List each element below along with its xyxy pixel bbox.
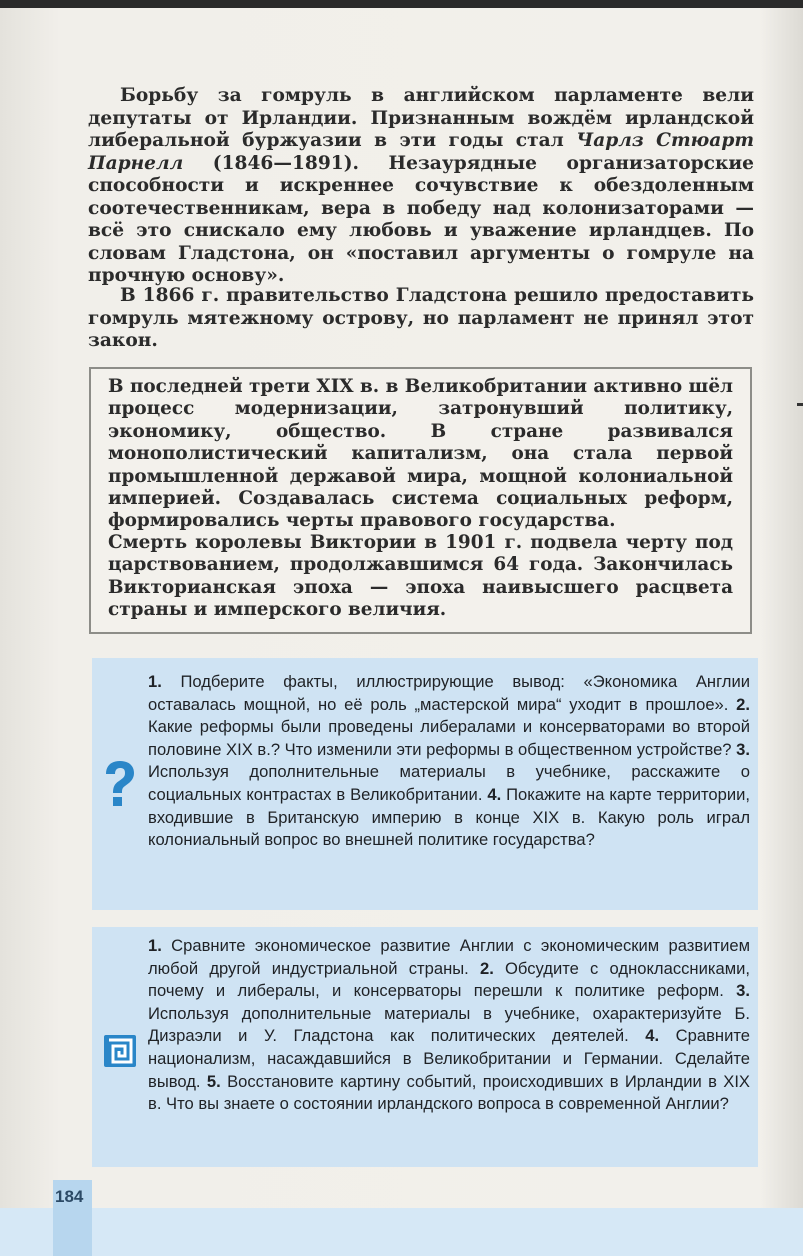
- paragraph-home-rule: [88, 85, 754, 288]
- tasks-panel: [92, 927, 758, 1167]
- person-name: Чарлз Стюарт Парнелл: [88, 130, 754, 174]
- summary-paragraph-victoria: Смерть королевы Виктории в 1901 г. подвела черту под царствованием, продолжавшимся 64 года. Закончилась Викторианская эпоха — эпоха наивысшего расцвета страны и имперского величия.: [108, 532, 733, 621]
- task-item: 1. Сравните экономическое развитие Англии с экономическим развитием любой другой индустриальной страны.: [148, 936, 750, 978]
- questions-list: [148, 671, 750, 852]
- question-item: 4. Покажите на карте территории, входившие в Британскую империю в конце XIX в. Какую роль играл колониальный вопрос во внешней политике государства?: [148, 784, 750, 850]
- task-item: 4. Сравните национализм, насаждавшийся в Великобритании и Германии. Сделайте вывод.: [148, 1026, 750, 1091]
- question-item: 3. Используя дополнительные материалы в учебнике, расскажите о социальных контрастах в Великобритании.: [148, 739, 750, 804]
- tasks-list: [148, 935, 750, 1116]
- questions-panel: [92, 658, 758, 910]
- paragraph-text: Борьбу за гомруль в английском парламенте вели депутаты от Ирландии. Признанным вождём ирландской либеральной буржуазии в эти годы стал: [88, 85, 754, 151]
- task-spiral-icon: [104, 1035, 136, 1067]
- summary-paragraph-modernization: В последней трети XIX в. в Великобритании активно шёл процесс модернизации, затронувший политику, экономику, общество. В стране развивался монополистический капитализм, она стала первой промышленной державой мира, мощной колониальной империей. Создавалась система социальных реформ, формировались черты правового государства.: [108, 376, 733, 532]
- paragraph-gladstone-1866: В 1866 г. правительство Гладстона решило предоставить гомруль мятежному острову, но парламент не принял этот закон.: [88, 285, 754, 351]
- task-item: 3. Используя дополнительные материалы в учебнике, охарактеризуйте Б. Дизраэли и У. Гладстона как политических деятелей.: [148, 981, 750, 1046]
- task-item: 2. Обсудите с одноклассниками, почему и либералы, и консерваторы перешли к политике реформ.: [148, 958, 751, 1001]
- paragraph-text: (1846—1891). Незаурядные организаторские способности и искреннее сочувствие к обездоленным соотечественникам, вера в победу над колонизаторами — всё это снискало ему любовь и уважение ирландцев. По словам Гладстона, он «поставил аргументы о гомруле на прочную основу».: [88, 152, 754, 286]
- page-number: 184: [55, 1187, 84, 1206]
- question-item: 2. Какие реформы были проведены либералами и консерваторами во второй половине XIX в.? Что изменили эти реформы в общественном устройстве?: [148, 694, 750, 759]
- scan-top-edge: [0, 0, 803, 8]
- scan-edge-mark: [797, 403, 803, 406]
- question-item: 1. Подберите факты, иллюстрирующие вывод: «Экономика Англии оставалась мощной, но её роль „мастерской мира“ уходит в прошлое».: [148, 672, 750, 714]
- summary-box: [89, 367, 752, 634]
- page-footer-strip: [0, 1208, 803, 1256]
- question-mark-icon: [102, 760, 136, 808]
- task-item: 5. Восстановите картину событий, происходивших в Ирландии в XIX в. Что вы знаете о состоянии ирландского вопроса в современной Англии?: [148, 1071, 750, 1114]
